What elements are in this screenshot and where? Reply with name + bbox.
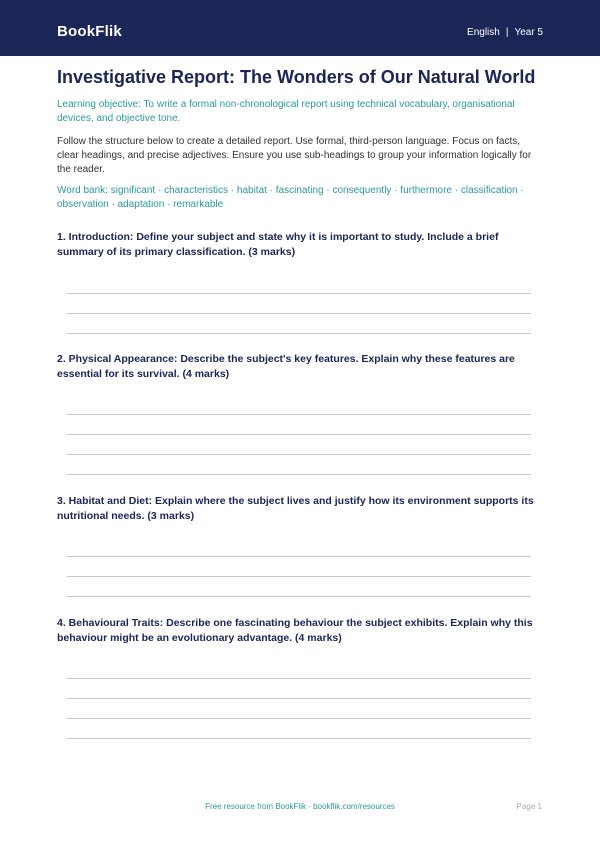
- question-3: 3. Habitat and Diet: Explain where the subject lives and justify how its environment supports its nutritional needs. (3 marks): [57, 495, 534, 522]
- brand-logo: BookFlik: [57, 23, 122, 40]
- answer-line[interactable]: [67, 718, 531, 719]
- answer-line[interactable]: [67, 596, 531, 597]
- learning-objective: Learning objective: To write a formal non-chronological report using technical vocabulary, organisational devices, and objective tone.: [57, 99, 515, 124]
- year-label: Year 5: [514, 27, 543, 38]
- answer-line[interactable]: [67, 698, 531, 699]
- answer-line[interactable]: [67, 556, 531, 557]
- question-2: 2. Physical Appearance: Describe the subject's key features. Explain why these features are essential for its survival. (4 marks): [57, 353, 515, 380]
- answer-line[interactable]: [67, 474, 531, 475]
- question-4: 4. Behavioural Traits: Describe one fascinating behaviour the subject exhibits. Explain why this behaviour might be an evolutionary advantage. (4 marks): [57, 617, 533, 644]
- answer-line[interactable]: [67, 313, 531, 314]
- page-header: [0, 0, 600, 56]
- subject-label: English: [467, 27, 500, 38]
- word-bank: Word bank: significant · characteristics · habitat · fascinating · consequently · furthermore · classification · observation · adaptation · remarkable: [57, 185, 524, 210]
- instructions: Follow the structure below to create a detailed report. Use formal, third-person language. Focus on facts, clear headings, and precise adjectives. Ensure you use sub-headings to group your information logically for the reader.: [57, 136, 532, 175]
- question-1: 1. Introduction: Define your subject and state why it is important to study. Include a brief summary of its primary classification. (3 marks): [57, 231, 499, 258]
- header-meta: [467, 27, 543, 38]
- page-title: Investigative Report: The Wonders of Our Natural World: [57, 67, 536, 87]
- answer-line[interactable]: [67, 293, 531, 294]
- answer-line[interactable]: [67, 738, 531, 739]
- answer-line[interactable]: [67, 576, 531, 577]
- answer-line[interactable]: [67, 414, 531, 415]
- answer-line[interactable]: [67, 678, 531, 679]
- answer-line[interactable]: [67, 333, 531, 334]
- header-separator: |: [505, 27, 509, 38]
- page-number: Page 1: [516, 802, 542, 811]
- footer-resource-link[interactable]: Free resource from BookFlik · bookflik.com/resources: [205, 802, 395, 811]
- answer-line[interactable]: [67, 454, 531, 455]
- answer-line[interactable]: [67, 434, 531, 435]
